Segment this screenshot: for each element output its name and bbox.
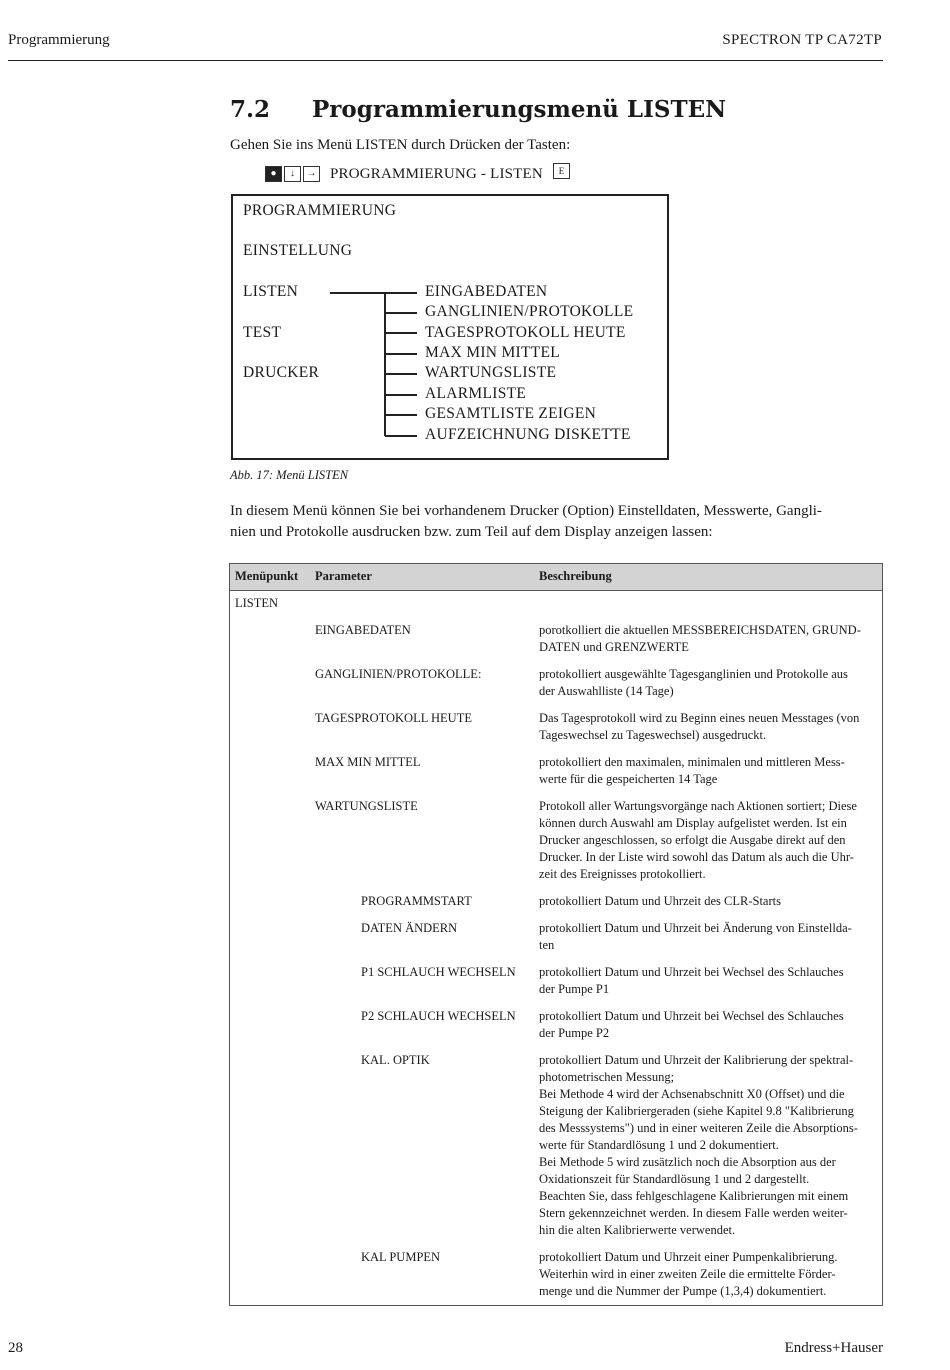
submenu-item: GESAMTLISTE ZEIGEN bbox=[425, 405, 597, 422]
table-cell-param: PROGRAMMSTART bbox=[361, 894, 472, 908]
paragraph-line: In diesem Menü können Sie bei vorhandenem Drucker (Option) Einstelldaten, Messwerte, Gangli- bbox=[230, 503, 822, 519]
table-cell-desc: Das Tagesprotokoll wird zu Beginn eines neuen Messtages (von Tageswechsel zu Tageswechsel) ausgedruckt. bbox=[539, 711, 860, 742]
section-title bbox=[230, 96, 726, 123]
menu-item-drucker: DRUCKER bbox=[243, 364, 320, 381]
key-down-arrow-icon: ↓ bbox=[284, 166, 301, 182]
header-product-name: SPECTRON TP CA72TP bbox=[722, 32, 882, 48]
table-cell-desc: protokolliert den maximalen, minimalen und mittleren Mess- werte für die gespeicherten 14 Tage bbox=[539, 755, 845, 786]
table-cell-param: KAL. OPTIK bbox=[361, 1053, 430, 1067]
table-header-menupunkt: Menüpunkt bbox=[235, 569, 299, 583]
table-cell-param: MAX MIN MITTEL bbox=[315, 755, 421, 769]
submenu-item: AUFZEICHNUNG DISKETTE bbox=[425, 426, 631, 443]
section-title-text: Programmierungsmenü LISTEN bbox=[312, 96, 727, 123]
table-cell-param: GANGLINIEN/PROTOKOLLE: bbox=[315, 667, 482, 681]
menu-item-listen: LISTEN bbox=[243, 283, 299, 300]
key-sequence-path: PROGRAMMIERUNG - LISTEN bbox=[330, 165, 543, 182]
submenu-item: MAX MIN MITTEL bbox=[425, 344, 561, 361]
key-lock-icon: ● bbox=[265, 166, 282, 182]
table-header-row bbox=[230, 564, 882, 591]
table-cell-desc: protokolliert Datum und Uhrzeit bei Wechsel des Schlauches der Pumpe P2 bbox=[539, 1009, 844, 1040]
table-cell-desc: porotkolliert die aktuellen MESSBEREICHSDATEN, GRUND- DATEN und GRENZWERTE bbox=[539, 623, 861, 654]
header-section-name: Programmierung bbox=[8, 32, 110, 48]
paragraph-line: nien und Protokolle ausdrucken bzw. zum Teil auf dem Display anzeigen lassen: bbox=[230, 523, 713, 540]
intro-text: Gehen Sie ins Menü LISTEN durch Drücken der Tasten: bbox=[230, 137, 571, 153]
header-rule bbox=[8, 60, 883, 61]
table-header-beschreibung: Beschreibung bbox=[539, 569, 612, 583]
menu-item-test: TEST bbox=[243, 324, 282, 341]
submenu-item: GANGLINIEN/PROTOKOLLE bbox=[425, 303, 634, 320]
table-cell-menupunkt: LISTEN bbox=[235, 596, 279, 610]
submenu-item: EINGABEDATEN bbox=[425, 283, 548, 300]
menu-item-einstellung: EINSTELLUNG bbox=[243, 242, 353, 259]
section-number: 7.2 bbox=[230, 96, 271, 123]
table-cell-param: EINGABEDATEN bbox=[315, 623, 411, 637]
enter-key-icon: E bbox=[553, 163, 570, 179]
table-cell-desc: Protokoll aller Wartungsvorgänge nach Aktionen sortiert; Diese können durch Auswahl am Display aufgelistet werden. Ist ein Drucker angeschlossen, so erfolgt die Ausgabe direkt auf den Drucker. In der Liste wird sowohl das Datum als auch die Uhr- zeit des Ereignisses protokolliert. bbox=[539, 799, 857, 881]
table-cell-desc: protokolliert ausgewählte Tagesganglinien und Protokolle aus der Auswahlliste (14 Tage) bbox=[539, 667, 848, 698]
footer-brand: Endress+Hauser bbox=[784, 1340, 883, 1356]
menu-item-programmierung: PROGRAMMIERUNG bbox=[243, 202, 397, 219]
table-cell-param: TAGESPROTOKOLL HEUTE bbox=[315, 711, 472, 725]
listen-table bbox=[229, 563, 883, 1306]
page-number: 28 bbox=[8, 1340, 23, 1356]
figure-caption: Abb. 17: Menü LISTEN bbox=[230, 468, 349, 482]
menu-diagram bbox=[231, 194, 669, 460]
table-cell-param: KAL PUMPEN bbox=[361, 1250, 441, 1264]
table-cell-param: DATEN ÄNDERN bbox=[361, 921, 458, 935]
submenu-item: ALARMLISTE bbox=[425, 385, 527, 402]
table-cell-desc: protokolliert Datum und Uhrzeit bei Wechsel des Schlauches der Pumpe P1 bbox=[539, 965, 844, 996]
key-right-arrow-icon: → bbox=[303, 166, 320, 182]
submenu-item: WARTUNGSLISTE bbox=[425, 364, 557, 381]
table-cell-param: P1 SCHLAUCH WECHSELN bbox=[361, 965, 516, 979]
key-sequence bbox=[265, 163, 570, 185]
table-cell-desc: protokolliert Datum und Uhrzeit des CLR-Starts bbox=[539, 894, 781, 908]
table-cell-desc: protokolliert Datum und Uhrzeit einer Pumpenkalibrierung. Weiterhin wird in einer zweiten Zeile die ermittelte Förder- menge und die Nummer der Pumpe (1,3,4) dokumentiert. bbox=[539, 1250, 838, 1298]
table-cell-param: WARTUNGSLISTE bbox=[315, 799, 418, 813]
table-cell-desc: protokolliert Datum und Uhrzeit bei Änderung von Einstellda- ten bbox=[539, 921, 852, 952]
submenu-item: TAGESPROTOKOLL HEUTE bbox=[425, 324, 626, 341]
table-header-parameter: Parameter bbox=[315, 569, 372, 583]
body-paragraph bbox=[230, 501, 885, 542]
table-cell-desc: protokolliert Datum und Uhrzeit der Kalibrierung der spektral- photometrischen Messung; Bei Methode 4 wird der Achsenabschnitt X0 (Offset) und die Steigung der Kalibriergeraden (siehe Kapitel 9.8 "Kalibrierung des Messsystems") und in einer weiteren Zeile die Absorptions- werte für Standardlösung 1 und 2 dokumentiert. Bei Methode 5 wird zusätzlich noch die Absorption aus der Oxidationszeit für Standardlösung 1 und 2 dargestellt. Beachten Sie, dass fehlgeschlagene Kalibrierungen mit einem Stern gekennzeichnet werden. In diesem Falle werden weiter- hin die alten Kalibrierwerte verwendet. bbox=[539, 1053, 858, 1237]
table-cell-param: P2 SCHLAUCH WECHSELN bbox=[361, 1009, 516, 1023]
